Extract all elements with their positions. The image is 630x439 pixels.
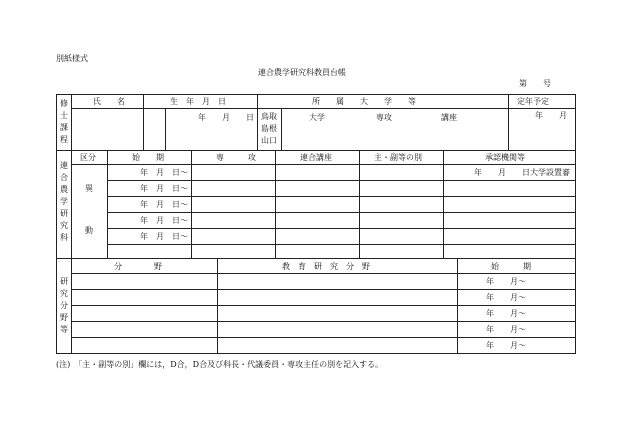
period-row: 年 月 日〜 xyxy=(140,200,188,209)
table-top-border xyxy=(56,94,576,95)
grid-line xyxy=(359,150,360,258)
grid-line xyxy=(107,196,575,197)
affil-course-field: 講座 xyxy=(441,113,457,122)
grid-line xyxy=(71,337,575,338)
footnote: (注) 「主・副等の別」欄には，D合，D合及び科長・代議委員・専攻主任の別を記入する。 xyxy=(56,360,384,369)
col-header-approval: 承認機関等 xyxy=(485,153,525,162)
label-column-line xyxy=(71,94,72,354)
col-header-start: 始 期 xyxy=(132,153,164,162)
col-header-affiliation: 所 属 大 学 等 xyxy=(312,97,416,106)
university-shimane: 島根 xyxy=(261,124,277,133)
table-bottom-border xyxy=(56,353,576,354)
grid-line xyxy=(71,273,575,274)
grid-line xyxy=(443,150,444,258)
col-header-role: 主・副等の別 xyxy=(374,153,422,162)
period-row: 年 月 日〜 xyxy=(140,216,188,225)
start-row: 年 月〜 xyxy=(486,325,526,334)
grid-line xyxy=(107,244,575,245)
table-left-border xyxy=(56,94,57,354)
header-row-line xyxy=(71,108,575,109)
category-change-bottom: 動 xyxy=(85,226,93,235)
grid-line xyxy=(217,258,218,354)
birthdate-field: 年 月 日 xyxy=(198,113,254,122)
grid-line xyxy=(257,94,258,150)
grid-line xyxy=(71,289,575,290)
page-title: 連合農学研究科教員台帳 xyxy=(258,68,346,77)
col-header-joint-course: 連合講座 xyxy=(300,153,332,162)
grid-line xyxy=(281,108,282,150)
section-divider xyxy=(56,150,576,151)
grid-line xyxy=(71,305,575,306)
grid-line xyxy=(71,321,575,322)
start-row: 年 月〜 xyxy=(486,341,526,350)
grid-line xyxy=(107,212,575,213)
col-header-retirement: 定年予定 xyxy=(517,97,549,106)
affil-major-field: 専攻 xyxy=(376,113,392,122)
col-header-category: 区分 xyxy=(80,153,96,162)
form-label: 別紙様式 xyxy=(56,54,88,63)
table-right-border xyxy=(575,94,576,354)
col-header-major: 専 攻 xyxy=(216,153,256,162)
grid-line xyxy=(107,228,575,229)
col-header-field: 分 野 xyxy=(114,262,162,271)
grid-line xyxy=(165,108,166,150)
section-label-master: 修士課程 xyxy=(60,99,68,144)
col-header-birthdate: 生 年 月 日 xyxy=(170,97,226,106)
grid-line xyxy=(275,150,276,258)
start-row: 年 月〜 xyxy=(486,277,526,286)
university-tottori: 鳥取 xyxy=(261,112,277,121)
category-change-top: 異 xyxy=(85,184,93,193)
university-yamaguchi: 山口 xyxy=(261,136,277,145)
grid-line xyxy=(508,94,509,150)
grid-line xyxy=(457,258,458,354)
section-label-graduate: 連合農学研究科 xyxy=(60,161,68,242)
grid-line xyxy=(71,164,575,165)
retirement-field: 年 月 xyxy=(535,111,567,120)
form-number-label: 第 号 xyxy=(519,79,551,88)
affil-university-field: 大学 xyxy=(309,113,325,122)
col-header-name: 氏 名 xyxy=(93,97,125,106)
approval-first-row: 年 月 日大学設置審 xyxy=(474,168,570,177)
col-header-period-start: 始 期 xyxy=(491,262,531,271)
grid-line xyxy=(107,150,108,258)
grid-line xyxy=(143,94,144,150)
section-divider xyxy=(56,258,576,259)
grid-line xyxy=(191,150,192,258)
start-row: 年 月〜 xyxy=(486,309,526,318)
col-header-edu-research: 教 育 研 究 分 野 xyxy=(282,262,370,271)
period-row: 年 月 日〜 xyxy=(140,232,188,241)
section-label-research: 研究分野等 xyxy=(60,277,68,334)
grid-line xyxy=(107,180,575,181)
period-row: 年 月 日〜 xyxy=(140,184,188,193)
start-row: 年 月〜 xyxy=(486,293,526,302)
period-row: 年 月 日〜 xyxy=(140,168,188,177)
